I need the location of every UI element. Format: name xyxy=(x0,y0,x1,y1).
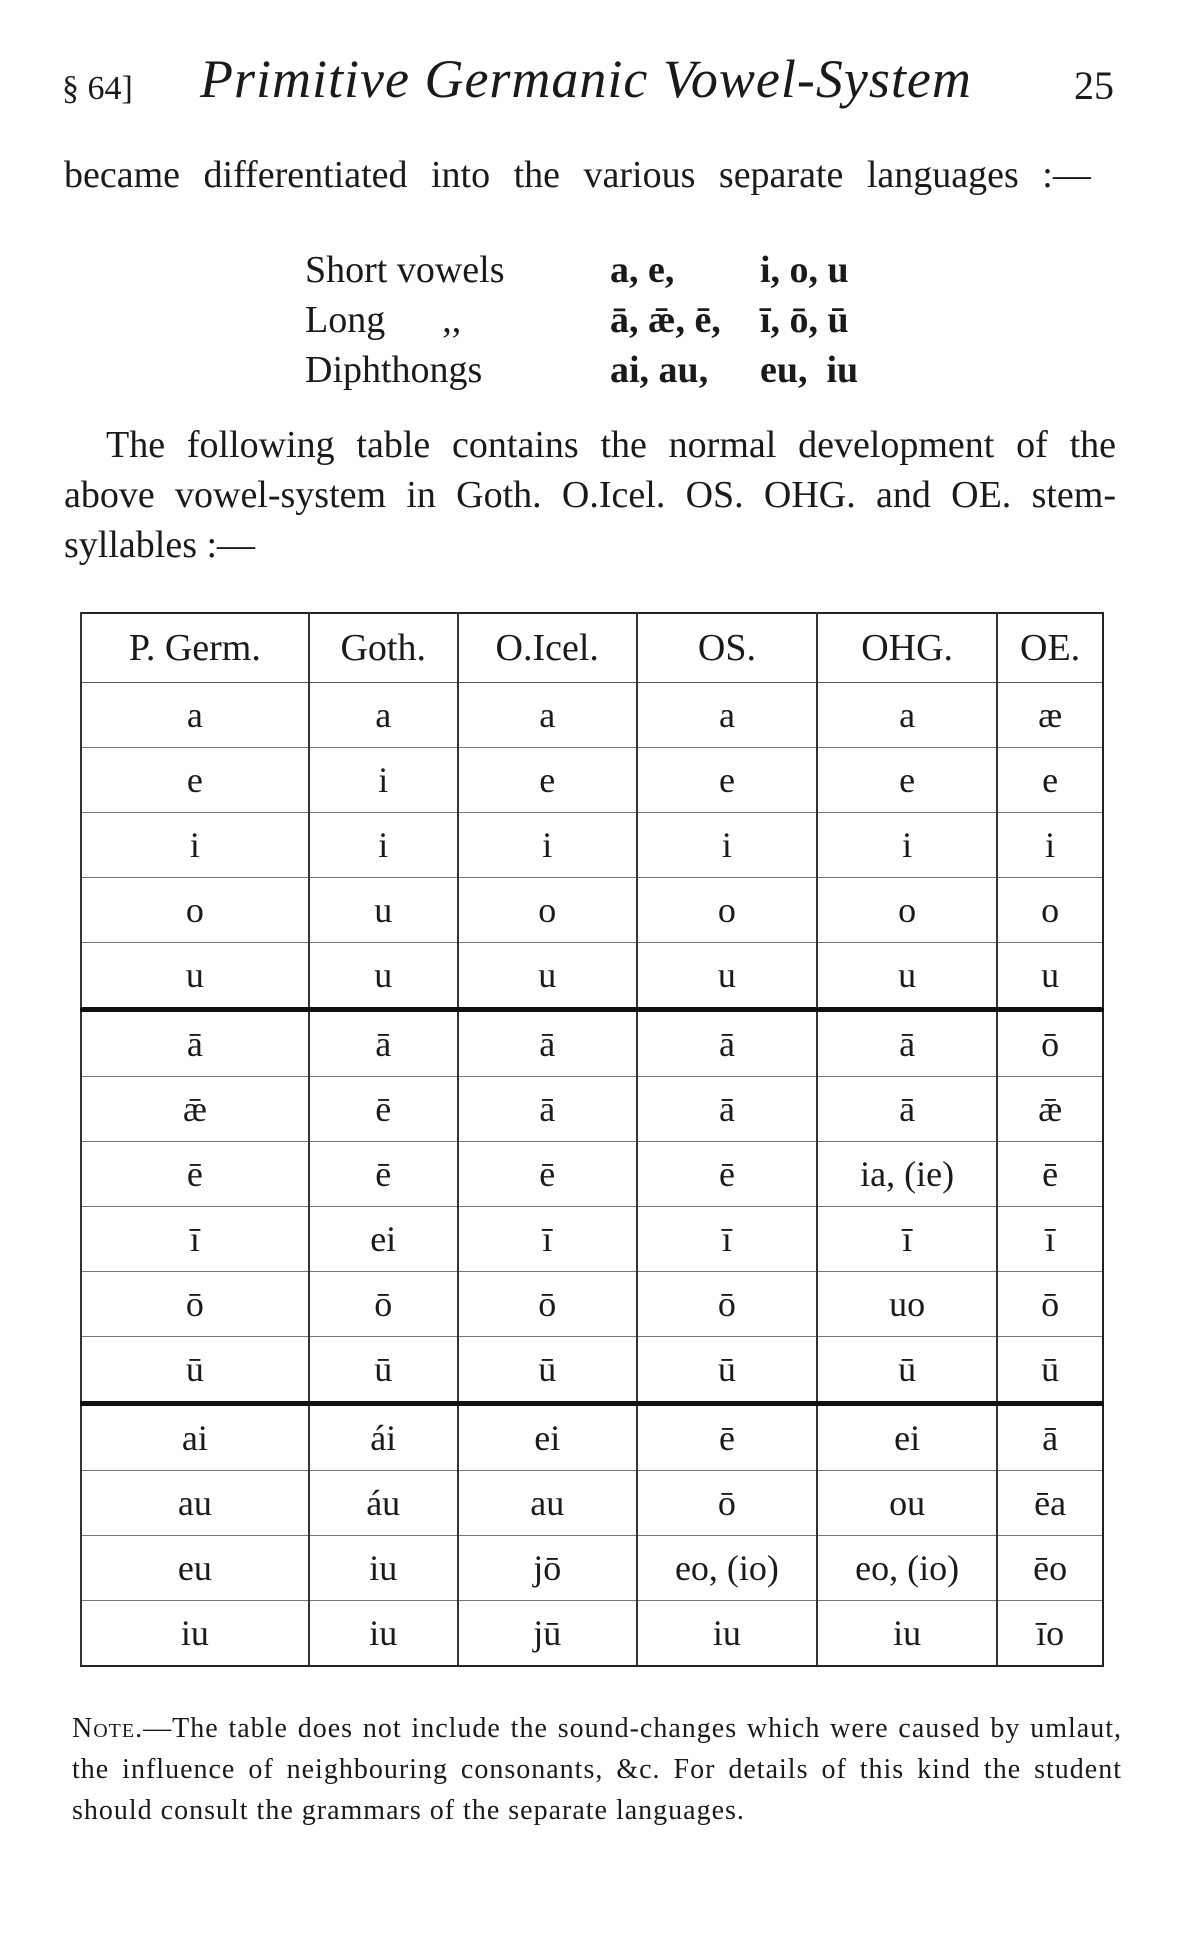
column-header: O.Icel. xyxy=(458,613,637,683)
table-cell: ei xyxy=(458,1404,637,1471)
table-row xyxy=(81,1207,1103,1272)
table-row xyxy=(81,1404,1103,1471)
table-cell: i xyxy=(81,813,309,878)
table-cell: jū xyxy=(458,1601,637,1667)
table-cell: iu xyxy=(81,1601,309,1667)
table-cell: u xyxy=(458,943,637,1010)
table-cell: au xyxy=(458,1471,637,1536)
running-head xyxy=(62,48,1114,118)
page-number: 25 xyxy=(1074,63,1114,108)
table-cell: u xyxy=(817,943,997,1010)
column-header: P. Germ. xyxy=(81,613,309,683)
column-header: Goth. xyxy=(309,613,458,683)
table-cell: áu xyxy=(309,1471,458,1536)
table-cell: ō xyxy=(997,1010,1103,1077)
column-header: OE. xyxy=(997,613,1103,683)
table-cell: i xyxy=(309,813,458,878)
table-cell: ē xyxy=(637,1404,817,1471)
table-cell: ē xyxy=(997,1142,1103,1207)
table-cell: o xyxy=(817,878,997,943)
table-cell: a xyxy=(309,683,458,748)
table-cell: o xyxy=(997,878,1103,943)
table-cell: ō xyxy=(81,1272,309,1337)
table-cell: ō xyxy=(997,1272,1103,1337)
table-cell: ū xyxy=(309,1337,458,1404)
footnote xyxy=(72,1708,1122,1831)
table-cell: o xyxy=(81,878,309,943)
table-cell: e xyxy=(458,748,637,813)
table-row xyxy=(81,1077,1103,1142)
summary-values-2: i, o, u xyxy=(760,249,849,291)
table-row xyxy=(81,683,1103,748)
table-cell: e xyxy=(81,748,309,813)
table-cell: uo xyxy=(817,1272,997,1337)
vowel-development-table xyxy=(80,612,1104,1667)
table-cell: i xyxy=(817,813,997,878)
summary-label: Short vowels xyxy=(305,249,505,291)
table-cell: ō xyxy=(309,1272,458,1337)
table-cell: iu xyxy=(637,1601,817,1667)
table-cell: ū xyxy=(817,1337,997,1404)
table-cell: ū xyxy=(637,1337,817,1404)
table-row xyxy=(81,1010,1103,1077)
table-row xyxy=(81,943,1103,1010)
table-cell: ī xyxy=(997,1207,1103,1272)
table-row xyxy=(81,1536,1103,1601)
table-cell: ēa xyxy=(997,1471,1103,1536)
column-header: OHG. xyxy=(817,613,997,683)
note-label: Note. xyxy=(72,1713,144,1744)
table-body xyxy=(81,683,1103,1667)
table-cell: u xyxy=(997,943,1103,1010)
table-cell: e xyxy=(817,748,997,813)
table-cell: au xyxy=(81,1471,309,1536)
table-cell: ō xyxy=(637,1272,817,1337)
table-row xyxy=(81,1142,1103,1207)
summary-label: Long ,, xyxy=(305,299,462,341)
table-cell: i xyxy=(458,813,637,878)
table-cell: ái xyxy=(309,1404,458,1471)
table-cell: i xyxy=(637,813,817,878)
table-cell: ei xyxy=(309,1207,458,1272)
table-cell: eu xyxy=(81,1536,309,1601)
table-cell: i xyxy=(997,813,1103,878)
table-cell: eo, (io) xyxy=(817,1536,997,1601)
table-cell: a xyxy=(81,683,309,748)
section-reference: § 64] xyxy=(62,70,133,107)
page-title: Primitive Germanic Vowel-System xyxy=(200,49,972,109)
table-cell: ei xyxy=(817,1404,997,1471)
table-cell: ia, (ie) xyxy=(817,1142,997,1207)
table-cell: ā xyxy=(637,1010,817,1077)
table-row xyxy=(81,1272,1103,1337)
table-cell: o xyxy=(458,878,637,943)
table-cell: u xyxy=(309,878,458,943)
table-cell: ē xyxy=(458,1142,637,1207)
table-row xyxy=(81,878,1103,943)
table-cell: ō xyxy=(458,1272,637,1337)
table-cell: a xyxy=(637,683,817,748)
table-cell: ā xyxy=(817,1010,997,1077)
table-cell: æ xyxy=(997,683,1103,748)
table-cell: iu xyxy=(309,1601,458,1667)
table-cell: īo xyxy=(997,1601,1103,1667)
table-cell: ī xyxy=(81,1207,309,1272)
table-header-row xyxy=(81,613,1103,683)
table-cell: ē xyxy=(81,1142,309,1207)
table-cell: ī xyxy=(458,1207,637,1272)
table-row xyxy=(81,1601,1103,1667)
table-cell: a xyxy=(458,683,637,748)
summary-values-2: ī, ō, ū xyxy=(760,299,849,341)
column-header: OS. xyxy=(637,613,817,683)
note-text: —The table does not include the sound-changes which were caused by umlaut, the influence of neighbouring consonants, &c. For details of this kind the student should consult the grammars of the separate languages. xyxy=(72,1713,1122,1826)
table-cell: ou xyxy=(817,1471,997,1536)
table-cell: i xyxy=(309,748,458,813)
summary-values-1: ā, ǣ, ē, xyxy=(610,299,721,341)
table-cell: ā xyxy=(458,1077,637,1142)
table-cell: ai xyxy=(81,1404,309,1471)
table-cell: ū xyxy=(458,1337,637,1404)
table-cell: ā xyxy=(637,1077,817,1142)
summary-values-1: a, e, xyxy=(610,249,675,291)
table-cell: ā xyxy=(817,1077,997,1142)
table-cell: ā xyxy=(997,1404,1103,1471)
table-cell: u xyxy=(309,943,458,1010)
table-cell: ǣ xyxy=(997,1077,1103,1142)
table-cell: u xyxy=(81,943,309,1010)
table-cell: e xyxy=(997,748,1103,813)
summary-values-2: eu, iu xyxy=(760,349,859,391)
table-row xyxy=(81,1471,1103,1536)
table-cell: u xyxy=(637,943,817,1010)
table-cell: ǣ xyxy=(81,1077,309,1142)
table-cell: ū xyxy=(997,1337,1103,1404)
table-cell: ē xyxy=(637,1142,817,1207)
table-cell: iu xyxy=(309,1536,458,1601)
table-cell: eo, (io) xyxy=(637,1536,817,1601)
table-cell: e xyxy=(637,748,817,813)
intro-paragraph: became differentiated into the various separate languages :— xyxy=(64,154,1091,196)
table-intro-paragraph: The following table contains the normal development of the above vowel-system in Goth. O.Icel. OS. OHG. and OE. stem-syllables :— xyxy=(64,424,1116,566)
table-cell: ā xyxy=(309,1010,458,1077)
table-cell: iu xyxy=(817,1601,997,1667)
table-row xyxy=(81,1337,1103,1404)
table-cell: ī xyxy=(637,1207,817,1272)
table-cell: ī xyxy=(817,1207,997,1272)
table-cell: jō xyxy=(458,1536,637,1601)
table-cell: a xyxy=(817,683,997,748)
table-cell: ū xyxy=(81,1337,309,1404)
table-cell: ā xyxy=(458,1010,637,1077)
table-cell: ā xyxy=(81,1010,309,1077)
summary-label: Diphthongs xyxy=(305,349,483,391)
table-cell: ēo xyxy=(997,1536,1103,1601)
table-cell: o xyxy=(637,878,817,943)
table-cell: ē xyxy=(309,1142,458,1207)
summary-values-1: ai, au, xyxy=(610,349,709,391)
table-cell: ē xyxy=(309,1077,458,1142)
table-row xyxy=(81,813,1103,878)
table-cell: ō xyxy=(637,1471,817,1536)
table-row xyxy=(81,748,1103,813)
